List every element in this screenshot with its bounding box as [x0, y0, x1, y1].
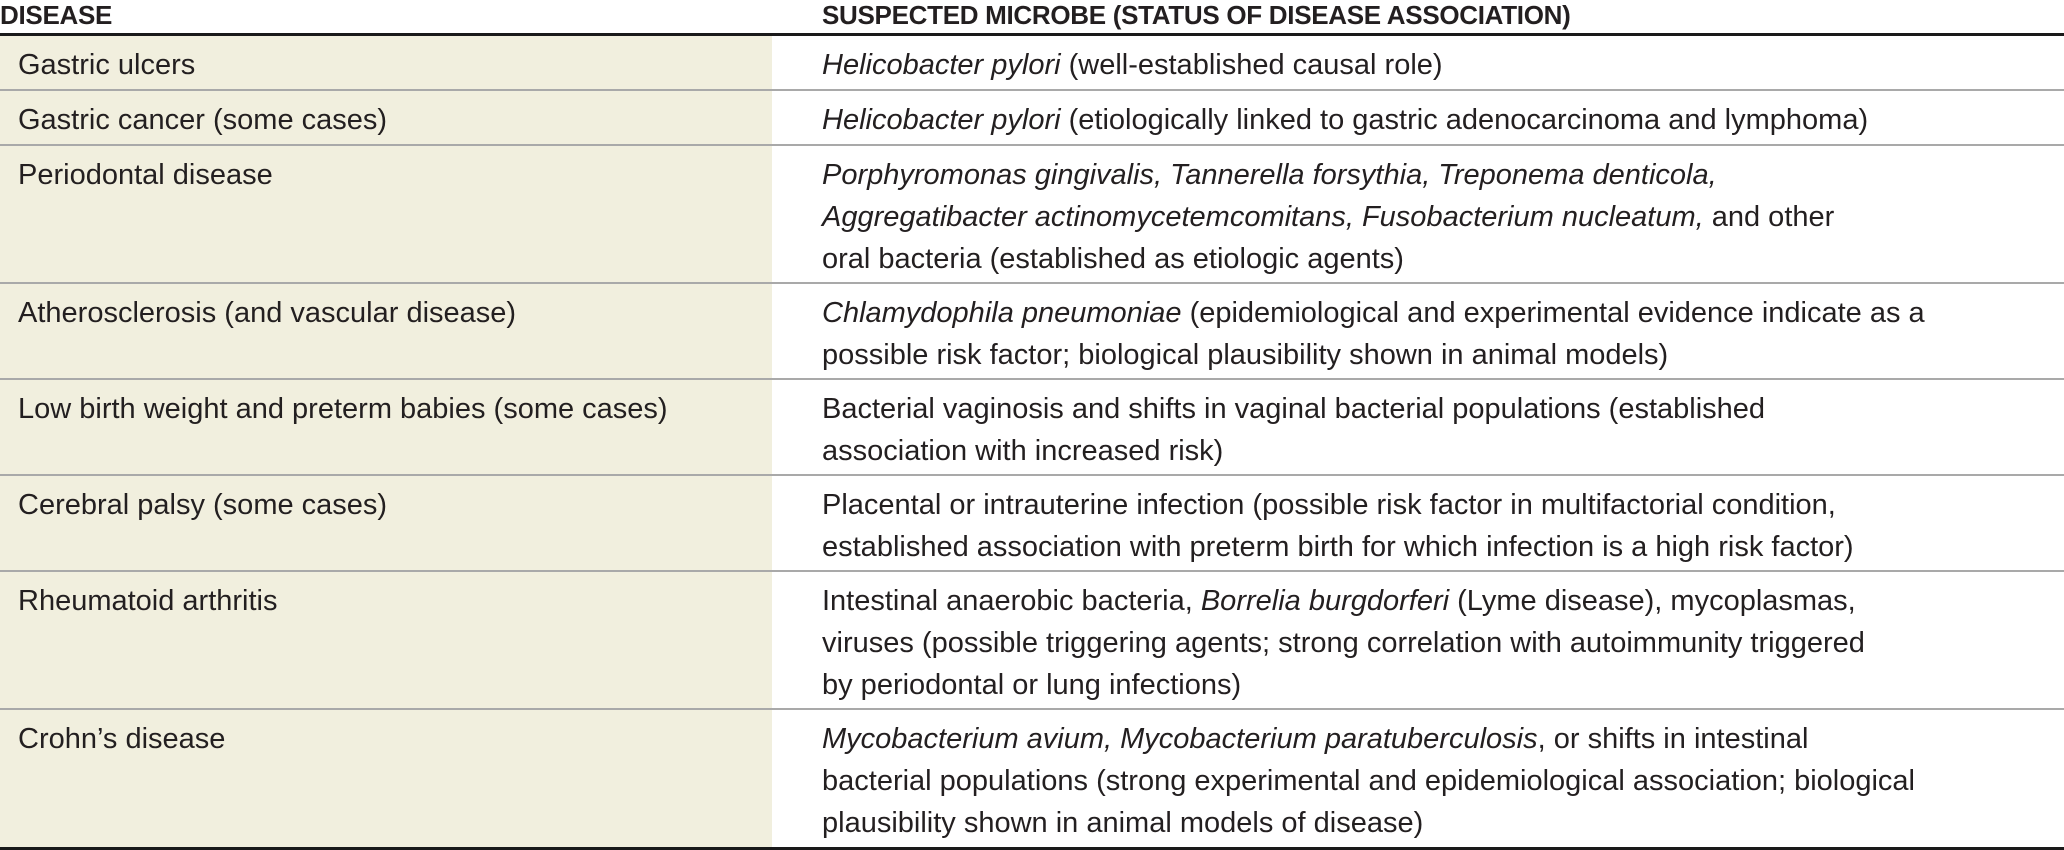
microbe-cell — [822, 388, 2062, 472]
disease-name: Gastric cancer (some cases) — [18, 104, 388, 136]
disease-cell — [0, 710, 772, 847]
association-text: (epidemiological and experimental evidence indicate as a — [1181, 297, 1925, 329]
disease-name: Crohn’s disease — [18, 723, 226, 755]
disease-cell — [0, 476, 772, 570]
association-text: Intestinal anaerobic bacteria, — [822, 585, 1201, 617]
table-row — [0, 572, 2064, 710]
disease-name: Periodontal disease — [18, 159, 273, 191]
disease-name: Rheumatoid arthritis — [18, 585, 278, 617]
disease-cell — [0, 146, 772, 282]
association-text: and other — [1703, 201, 1835, 233]
header-disease: DISEASE — [0, 0, 113, 30]
microbe-species-name: Mycobacterium avium, Mycobacterium paratuberculosis — [822, 723, 1538, 755]
association-text: association with increased risk) — [822, 435, 1224, 467]
microbe-text-line — [822, 760, 2062, 802]
microbe-cell — [822, 580, 2062, 706]
microbe-text-line — [822, 430, 2062, 472]
microbe-text-line — [822, 292, 2062, 334]
association-text: (well-established causal role) — [1060, 49, 1443, 81]
association-text: (Lyme disease), mycoplasmas, — [1449, 585, 1856, 617]
table-row — [0, 91, 2064, 146]
microbe-text-line — [822, 484, 2062, 526]
microbe-cell — [822, 484, 2062, 568]
header-suspected-microbe: SUSPECTED MICROBE (STATUS OF DISEASE ASSOCIATION) — [822, 0, 1571, 30]
microbe-cell — [822, 44, 2062, 86]
disease-name: Low birth weight and preterm babies (some cases) — [18, 393, 668, 425]
disease-cell — [0, 284, 772, 378]
microbe-text-line — [822, 622, 2062, 664]
microbe-text-line — [822, 44, 2062, 86]
microbe-text-line — [822, 99, 2062, 141]
table-row — [0, 710, 2064, 850]
microbe-cell — [822, 718, 2062, 844]
disease-cell — [0, 380, 772, 474]
association-text: (etiologically linked to gastric adenocarcinoma and lymphoma) — [1060, 104, 1869, 136]
table-row — [0, 284, 2064, 380]
disease-name: Cerebral palsy (some cases) — [18, 489, 388, 521]
microbe-text-line — [822, 580, 2062, 622]
microbe-text-line — [822, 526, 2062, 568]
microbe-text-line — [822, 196, 2062, 238]
microbe-species-name: Chlamydophila pneumoniae — [822, 297, 1182, 329]
microbe-species-name: Helicobacter pylori — [822, 49, 1061, 81]
microbe-species-name: Helicobacter pylori — [822, 104, 1061, 136]
disease-cell — [0, 572, 772, 708]
association-text: Placental or intrauterine infection (possible risk factor in multifactorial condition, — [822, 489, 1836, 521]
association-text: possible risk factor; biological plausibility shown in animal models) — [822, 339, 1669, 371]
disease-cell — [0, 36, 772, 89]
association-text: plausibility shown in animal models of disease) — [822, 807, 1424, 839]
disease-name: Gastric ulcers — [18, 49, 196, 81]
microbe-text-line — [822, 334, 2062, 376]
microbe-text-line — [822, 238, 2062, 280]
microbe-text-line — [822, 154, 2062, 196]
microbe-cell — [822, 154, 2062, 280]
microbe-text-line — [822, 802, 2062, 844]
association-text: oral bacteria (established as etiologic agents) — [822, 243, 1404, 275]
microbe-species-name: Aggregatibacter actinomycetemcomitans, Fusobacterium nucleatum, — [822, 201, 1704, 233]
association-text: , or shifts in intestinal — [1537, 723, 1809, 755]
disease-cell — [0, 91, 772, 144]
association-text: viruses (possible triggering agents; strong correlation with autoimmunity triggered — [822, 627, 1865, 659]
microbe-species-name: Porphyromonas gingivalis, Tannerella forsythia, Treponema denticola, — [822, 159, 1717, 191]
microbe-text-line — [822, 718, 2062, 760]
microbe-cell — [822, 292, 2062, 376]
table-row — [0, 146, 2064, 284]
microbe-text-line — [822, 664, 2062, 706]
association-text: bacterial populations (strong experimental and epidemiological association; biological — [822, 765, 1915, 797]
table-row — [0, 476, 2064, 572]
microbe-species-name: Borrelia burgdorferi — [1200, 585, 1450, 617]
microbe-cell — [822, 99, 2062, 141]
association-text: by periodontal or lung infections) — [822, 669, 1242, 701]
table-row — [0, 380, 2064, 476]
table-header — [0, 0, 2064, 36]
disease-name: Atherosclerosis (and vascular disease) — [18, 297, 517, 329]
table-row — [0, 36, 2064, 91]
microbe-text-line — [822, 388, 2062, 430]
association-text: established association with preterm birth for which infection is a high risk factor) — [822, 531, 1854, 563]
association-text: Bacterial vaginosis and shifts in vaginal bacterial populations (established — [822, 393, 1766, 425]
